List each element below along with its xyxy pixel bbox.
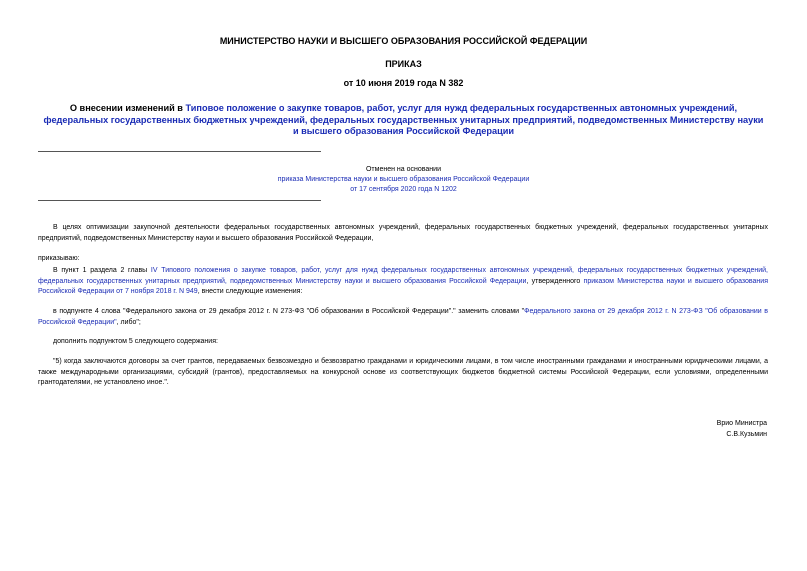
divider-top bbox=[38, 151, 321, 152]
federal-law-link[interactable]: Федерального закона от 29 декабря 2012 г. N 273-ФЗ "Об образовании в Российской Федерации" bbox=[38, 308, 768, 326]
subpoint4-text-b: , либо"; bbox=[116, 318, 141, 326]
divider-bottom bbox=[38, 200, 321, 201]
title-regulation-link[interactable]: Типовое положение о закупке товаров, работ, услуг для нужд федеральных государственных автономных учреждений, федеральных государственных бюджетных учреждений, федеральных государственных унитарных предприятий, подведомственных Министерству науки и высшего образования Российской Федерации bbox=[43, 103, 764, 136]
cancellation-link-date[interactable]: от 17 сентября 2020 года N 1202 bbox=[350, 186, 457, 194]
document-date-number: от 10 июня 2019 года N 382 bbox=[343, 78, 464, 88]
paragraph-purpose: В целях оптимизации закупочной деятельности федеральных государственных автономных учреждений, федеральных государственных бюджетных учреждений, федеральных государственных унитарных предприятий, подведомственных Министерству науки и высшего образования Российской Федерации, bbox=[38, 224, 768, 242]
subpoint4-text-a: в подпункте 4 слова "Федерального закона от 29 декабря 2012 г. N 273-ФЗ "Об образовании в Российской Федерации"." заменить словами " bbox=[53, 308, 525, 315]
signatory-name: С.В.Кузьмин bbox=[726, 430, 767, 438]
cancellation-label: Отменен на основании bbox=[365, 166, 441, 173]
document-type: ПРИКАЗ bbox=[385, 59, 422, 69]
document-title bbox=[40, 103, 767, 138]
amendment-regulation-link[interactable]: IV Типового положения о закупке товаров, работ, услуг для нужд федеральных государственных автономных учреждений, федеральных государственных бюджетных учреждений, федеральных государственных унитарных предприятий, подведомственных Министерству науки и высшего образования Российской Федерации bbox=[38, 267, 768, 285]
amendment-text-a: В пункт 1 раздела 2 главы bbox=[53, 267, 151, 274]
paragraph-order: приказываю: bbox=[38, 255, 80, 262]
signatory-position: Врио Министра bbox=[716, 420, 767, 427]
amendment-text-b: , утвержденного bbox=[526, 277, 584, 285]
title-prefix: О внесении изменений в bbox=[69, 103, 186, 113]
cancellation-note bbox=[240, 165, 567, 196]
paragraph-subpoint-5: "5) когда заключаются договоры за счет грантов, передаваемых безвозмездно и безвозвратно гражданами и юридическими лицами, в том числе иностранными гражданами и иностранными юридическими лицами, а также международными организациями, субсидий (грантов), предоставляемых на конкурсной основе из соответствующих бюджетов бюджетной системы Российской Федерации, если условиями, определенными грантодателями, не установлено иное.". bbox=[38, 358, 768, 387]
paragraph-amendment bbox=[38, 266, 768, 298]
paragraph-add-subpoint: дополнить подпунктом 5 следующего содержания: bbox=[53, 338, 218, 345]
cancellation-link-order[interactable]: приказа Министерства науки и высшего образования Российской Федерации bbox=[277, 176, 530, 184]
amendment-order-link[interactable]: приказом Министерства науки и высшего образования Российской Федерации от 7 ноября 2018 г. N 949 bbox=[38, 277, 769, 296]
paragraph-subpoint-4 bbox=[38, 307, 768, 328]
amendment-text-c: , внести следующие изменения: bbox=[197, 288, 303, 296]
signature-block bbox=[717, 419, 767, 440]
ministry-heading: МИНИСТЕРСТВО НАУКИ И ВЫСШЕГО ОБРАЗОВАНИЯ РОССИЙСКОЙ ФЕДЕРАЦИИ bbox=[219, 36, 588, 46]
